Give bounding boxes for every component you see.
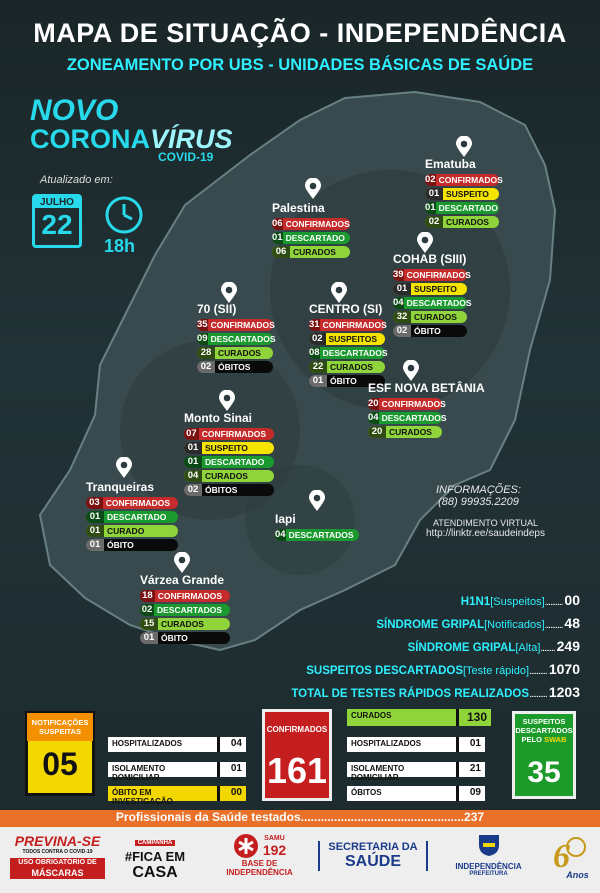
ubs-block <box>86 480 178 553</box>
campanha-text: CAMPANHA <box>135 840 176 846</box>
contact-label: INFORMAÇÕES: <box>436 484 521 496</box>
stat-label: SÍNDROME GRIPAL <box>407 642 516 654</box>
ubs-stat-label: DESCARTADO <box>107 512 167 522</box>
ubs-stat-label: CONFIRMADOS <box>201 429 266 439</box>
row-label: ÓBITO EM INVESTIGAÇÃO <box>108 786 220 801</box>
ubs-stat-count: 31 <box>309 319 320 330</box>
location-pin-icon <box>218 390 236 412</box>
ubs-stat-count: 04 <box>275 529 286 540</box>
ubs-stat-label: CURADOS <box>218 348 261 358</box>
ubs-stat-count: 06 <box>272 218 283 229</box>
update-hour: 18h <box>104 236 136 256</box>
ubs-stat-count: 01 <box>425 188 443 200</box>
location-pin-icon <box>402 360 420 382</box>
brand-covid: COVID-19 <box>158 150 214 164</box>
ubs-stat-label: CONFIRMADOS <box>381 399 446 409</box>
ubs-stat-count: 01 <box>425 202 436 213</box>
ubs-stat-lgr <box>197 347 273 359</box>
ubs-stat-label: CURADOS <box>205 471 248 481</box>
profissionais-value: 237 <box>464 810 485 824</box>
ubs-stat-count: 04 <box>184 470 202 482</box>
ubs-stat-label: DESCARTADO <box>438 203 498 213</box>
ubs-block <box>425 157 503 230</box>
casa-text: CASA <box>132 864 178 881</box>
notif-row-hospitalizados <box>108 737 246 752</box>
row-label: CURADOS <box>347 709 459 726</box>
stat-dots: .......... <box>529 666 547 677</box>
ubs-stat-grn <box>425 202 499 214</box>
ubs-stat-grn <box>393 297 472 309</box>
anniversary-badge-icon <box>548 833 588 873</box>
stat-dots: .......... <box>544 620 563 631</box>
ubs-stat-lgr <box>86 525 178 537</box>
ubs-stat-label: DESCARTADO <box>205 457 265 467</box>
contact-phone: (88) 99935.2209 <box>438 496 519 508</box>
ubs-stat-count: 07 <box>184 428 199 440</box>
row-value: 00 <box>220 786 246 801</box>
svg-text:6: 6 <box>552 838 570 873</box>
descartados-swab: SWAB <box>544 735 567 744</box>
ubs-stat-label: CONFIRMADOS <box>285 219 350 229</box>
secretaria-text-2: SAÚDE <box>344 853 401 870</box>
ubs-stat-count: 06 <box>272 246 290 258</box>
stat-small: [Teste rápido] <box>463 665 530 677</box>
descartados-value: 35 <box>527 756 561 789</box>
ubs-stat-grn <box>275 529 359 541</box>
profissionais-dots: ................................................. <box>300 810 465 824</box>
ubs-stat-count: 01 <box>309 375 327 387</box>
ubs-stat-label: CONFIRMADOS <box>210 320 275 330</box>
ubs-stat-blk <box>184 484 274 496</box>
location-pin-icon <box>455 136 473 158</box>
descartados-title <box>515 714 573 744</box>
contact-info <box>436 484 521 508</box>
logo-previna <box>10 833 105 879</box>
ubs-stat-count: 02 <box>425 216 443 228</box>
confirmados-box <box>262 709 332 801</box>
update-day: 22 <box>41 209 73 240</box>
ubs-stat-count: 02 <box>393 325 411 337</box>
stat-small: [Suspeitos] <box>490 596 545 608</box>
logo-fica-em-casa <box>115 831 195 882</box>
ubs-stat-blk <box>197 361 273 373</box>
ubs-stat-label: ÓBITO <box>107 540 134 550</box>
ubs-stat-label: CURADOS <box>446 217 489 227</box>
ubs-stat-count: 09 <box>197 333 208 344</box>
ubs-block <box>140 573 230 646</box>
brand-virus-text: VÍRUS <box>150 124 233 154</box>
row-label: ISOLAMENTO DOMICILIAR <box>347 762 459 777</box>
ubs-stat-label: DESCARTADOS <box>288 530 354 540</box>
ubs-block <box>368 381 485 440</box>
virtual-label: ATENDIMENTO VIRTUAL <box>432 518 538 528</box>
ubs-stat-red <box>393 269 471 281</box>
ubs-name: Tranqueiras <box>86 480 155 494</box>
ubs-stat-count: 01 <box>86 539 104 551</box>
clock-icon <box>104 195 144 235</box>
brand-corona-text: CORONA <box>30 124 150 154</box>
ubs-stat-count: 04 <box>393 297 404 308</box>
ubs-stat-label: CURADO <box>107 526 145 536</box>
ubs-name: Ematuba <box>425 157 476 171</box>
ubs-stat-blk <box>86 539 178 551</box>
stat-value: 1070 <box>548 661 580 677</box>
descartados-title-1: SUSPEITOS <box>522 717 566 726</box>
logo-samu <box>222 833 297 877</box>
logo-secretaria <box>318 841 428 871</box>
ubs-stat-count: 01 <box>184 456 202 468</box>
virtual-service <box>426 518 545 539</box>
ubs-block <box>197 302 276 375</box>
ubs-stat-label: DESCARTADOS <box>406 298 472 308</box>
ubs-stat-count: 01 <box>272 232 283 243</box>
ubs-name: COHAB (SIII) <box>393 252 467 266</box>
stat-h1n1 <box>250 592 580 615</box>
ubs-stat-count: 01 <box>184 442 202 454</box>
location-pin-icon <box>173 552 191 574</box>
ubs-name: Palestina <box>272 201 325 215</box>
ubs-stat-grn <box>309 347 388 359</box>
ubs-stat-count: 04 <box>368 412 379 423</box>
profissionais-label: Profissionais da Saúde testados <box>115 810 301 824</box>
ubs-stat-red <box>425 174 503 186</box>
profissionais-bar <box>0 810 600 827</box>
anos-text: Anos <box>566 870 589 880</box>
ubs-stat-count: 02 <box>309 333 326 345</box>
ubs-stat-grn <box>184 456 274 468</box>
stat-dots: .......... <box>529 689 547 700</box>
previna-text: PREVINA-SE <box>14 833 101 849</box>
base-text-2: INDEPENDÊNCIA <box>226 868 293 877</box>
ubs-stat-count: 01 <box>86 511 104 523</box>
ubs-stat-label: CURADOS <box>293 247 336 257</box>
stat-small: [Alta] <box>515 642 541 654</box>
coat-of-arms-icon <box>476 833 502 857</box>
ubs-name: Monto Sinai <box>184 411 252 425</box>
ubs-stat-red <box>86 497 178 509</box>
ubs-stat-label: DESCARTADOS <box>156 605 222 615</box>
virtual-link[interactable]: http://linktr.ee/saudeindeps <box>426 528 545 539</box>
ubs-stat-label: ÓBITO <box>161 633 188 643</box>
stats-list <box>250 592 580 707</box>
ubs-stat-lgr <box>140 618 230 630</box>
confirmados-value: 161 <box>266 750 328 791</box>
notificacoes-value: 05 <box>42 746 78 782</box>
ubs-stat-label: DESCARTADOS <box>322 348 388 358</box>
descartados-title-2: DESCARTADOS <box>515 726 573 735</box>
ubs-stat-grn <box>368 412 447 424</box>
location-pin-icon <box>304 178 322 200</box>
ubs-stat-red <box>184 428 274 440</box>
conf-row-isolamento <box>347 762 485 782</box>
mascaras-2: MÁSCARAS <box>10 867 105 879</box>
ubs-stat-blk <box>140 632 230 644</box>
location-pin-icon <box>220 282 238 304</box>
ubs-stat-red <box>368 398 446 410</box>
stat-label: TOTAL DE TESTES RÁPIDOS REALIZADOS <box>291 688 530 700</box>
ubs-stat-count: 02 <box>197 361 215 373</box>
stat-value: 00 <box>564 592 580 608</box>
ubs-stat-label: DESCARTADOS <box>210 334 276 344</box>
location-pin-icon <box>115 457 133 479</box>
ubs-stat-count: 22 <box>309 361 327 373</box>
ubs-stat-count: 20 <box>368 426 386 438</box>
ubs-stat-lgr <box>272 246 350 258</box>
stat-total-testes <box>250 684 580 707</box>
ubs-stat-label: CURADOS <box>161 619 204 629</box>
ubs-stat-lgr <box>368 426 442 438</box>
footer-logos <box>0 827 600 893</box>
notif-row-isolamento <box>108 762 246 782</box>
ubs-stat-grn <box>140 604 230 616</box>
notif-row-obito-investigacao <box>108 786 246 806</box>
updated-label: Atualizado em: <box>40 174 113 186</box>
ubs-stat-label: ÓBITO <box>330 376 357 386</box>
stat-label: H1N1 <box>460 596 491 608</box>
location-pin-icon <box>308 490 326 512</box>
stat-sg-notificados <box>250 615 580 638</box>
ubs-stat-grn <box>197 333 276 345</box>
ubs-stat-label: ÓBITOS <box>205 485 238 495</box>
brand-novo: NOVO <box>30 94 119 127</box>
location-pin-icon <box>416 232 434 254</box>
ubs-stat-count: 35 <box>197 319 208 330</box>
ubs-name: Iapi <box>275 512 296 526</box>
stat-value: 249 <box>556 638 580 654</box>
ubs-block <box>309 302 388 389</box>
ubs-stat-grn <box>86 511 178 523</box>
ubs-stat-count: 01 <box>393 283 411 295</box>
ubs-block <box>393 252 472 339</box>
row-label: ISOLAMENTO DOMICILIAR <box>108 762 220 777</box>
prefeitura-text-1: INDEPENDÊNCIA <box>455 862 522 871</box>
ubs-stat-count: 08 <box>309 347 320 358</box>
ubs-stat-label: SUSPEITO <box>446 189 489 199</box>
row-value: 01 <box>459 737 485 752</box>
ubs-stat-count: 20 <box>368 398 379 409</box>
ubs-stat-label: CONFIRMADOS <box>105 498 170 508</box>
confirmados-title: CONFIRMADOS <box>266 725 328 734</box>
update-month: JULHO <box>34 197 80 208</box>
samu-star-icon <box>233 833 259 859</box>
notificacoes-box <box>25 711 95 796</box>
ubs-stat-count: 01 <box>140 632 158 644</box>
ubs-block <box>184 411 274 498</box>
ubs-stat-count: 02 <box>425 174 436 185</box>
location-pin-icon <box>330 282 348 304</box>
ubs-stat-label: CURADOS <box>330 362 373 372</box>
row-label: ÓBITOS <box>347 786 459 801</box>
fica-text: #FICA EM <box>124 849 186 864</box>
logo-anos <box>540 833 595 880</box>
stat-dots: ........ <box>540 643 555 654</box>
row-value: 130 <box>459 709 491 726</box>
ubs-name: CENTRO (SI) <box>309 302 383 316</box>
base-text-1: BASE DE <box>241 859 278 868</box>
ubs-stat-count: 28 <box>197 347 215 359</box>
ubs-block <box>272 201 350 260</box>
ubs-stat-count: 01 <box>86 525 104 537</box>
ubs-stat-label: CONFIRMADOS <box>157 591 222 601</box>
ubs-stat-label: SUSPEITO <box>414 284 457 294</box>
ubs-stat-label: SUSPEITOS <box>328 334 377 344</box>
samu-number: 192 <box>262 841 287 858</box>
ubs-stat-yel <box>425 188 499 200</box>
ubs-stat-yel <box>184 442 274 454</box>
mascaras-1: USO OBRIGATÓRIO DE <box>10 858 105 867</box>
row-label: HOSPITALIZADOS <box>108 737 220 752</box>
ubs-stat-label: CONFIRMADOS <box>322 320 387 330</box>
row-label: HOSPITALIZADOS <box>347 737 459 752</box>
secretaria-text-1: SECRETARIA DA <box>328 841 418 853</box>
calendar-icon <box>32 194 82 248</box>
ubs-name: ESF NOVA BETÂNIA <box>368 381 485 395</box>
ubs-stat-count: 02 <box>141 604 153 615</box>
ubs-stat-label: CONFIRMADOS <box>406 270 471 280</box>
ubs-stat-count: 02 <box>184 484 202 496</box>
logo-prefeitura <box>446 833 531 877</box>
stat-descartados <box>250 661 580 684</box>
ubs-block <box>275 512 359 543</box>
conf-row-hospitalizados <box>347 737 485 752</box>
ubs-stat-red <box>272 218 350 230</box>
page-title: MAPA DE SITUAÇÃO - INDEPENDÊNCIA <box>33 18 567 48</box>
ubs-stat-count: 15 <box>140 618 158 630</box>
stat-value: 48 <box>564 615 580 631</box>
samu-text: SAMU <box>264 834 285 842</box>
ubs-stat-label: CONFIRMADOS <box>438 175 503 185</box>
notificacoes-title: NOTIFICAÇÕES SUSPEITAS <box>27 713 93 741</box>
ubs-stat-label: CURADOS <box>389 427 432 437</box>
stat-label: SUSPEITOS DESCARTADOS <box>306 665 463 677</box>
ubs-name: Várzea Grande <box>140 573 225 587</box>
ubs-name: 70 (SII) <box>197 302 237 316</box>
page-subtitle: ZONEAMENTO POR UBS - UNIDADES BÁSICAS DE SAÚDE <box>66 56 534 74</box>
ubs-stat-label: CURADOS <box>414 312 457 322</box>
ubs-stat-blk <box>393 325 467 337</box>
ubs-stat-count: 32 <box>393 311 411 323</box>
conf-row-curados <box>347 709 491 726</box>
previna-sub: TODOS CONTRA O COVID-19 <box>22 849 93 855</box>
ubs-stat-label: ÓBITO <box>414 326 441 336</box>
row-value: 01 <box>220 762 246 777</box>
ubs-stat-red <box>140 590 230 602</box>
ubs-stat-count: 18 <box>140 590 155 602</box>
row-value: 21 <box>459 762 485 777</box>
descartados-title-3: PELO <box>521 735 542 744</box>
ubs-stat-yel <box>309 333 385 345</box>
ubs-stat-yel <box>393 283 467 295</box>
ubs-stat-red <box>309 319 385 331</box>
row-value: 04 <box>220 737 246 752</box>
stat-sg-alta <box>250 638 580 661</box>
ubs-stat-lgr <box>184 470 274 482</box>
ubs-stat-lgr <box>393 311 467 323</box>
ubs-stat-grn <box>272 232 350 244</box>
stat-label: SÍNDROME GRIPAL <box>376 619 485 631</box>
ubs-stat-lgr <box>425 216 499 228</box>
stat-value: 1203 <box>548 684 580 700</box>
conf-row-obitos <box>347 786 485 801</box>
ubs-stat-label: DESCARTADO <box>285 233 345 243</box>
stat-small: [Notificados] <box>484 619 545 631</box>
stat-dots: .......... <box>544 597 563 608</box>
ubs-stat-label: SUSPEITO <box>205 443 248 453</box>
ubs-stat-label: ÓBITOS <box>218 362 251 372</box>
ubs-stat-count: 39 <box>393 269 404 280</box>
ubs-stat-red <box>197 319 273 331</box>
prefeitura-text-2: PREFEITURA <box>469 871 508 877</box>
ubs-stat-count: 03 <box>86 497 103 509</box>
descartados-swab-box <box>512 711 576 799</box>
ubs-stat-lgr <box>309 361 385 373</box>
ubs-stat-label: DESCARTADOS <box>381 413 447 423</box>
row-value: 09 <box>459 786 485 801</box>
